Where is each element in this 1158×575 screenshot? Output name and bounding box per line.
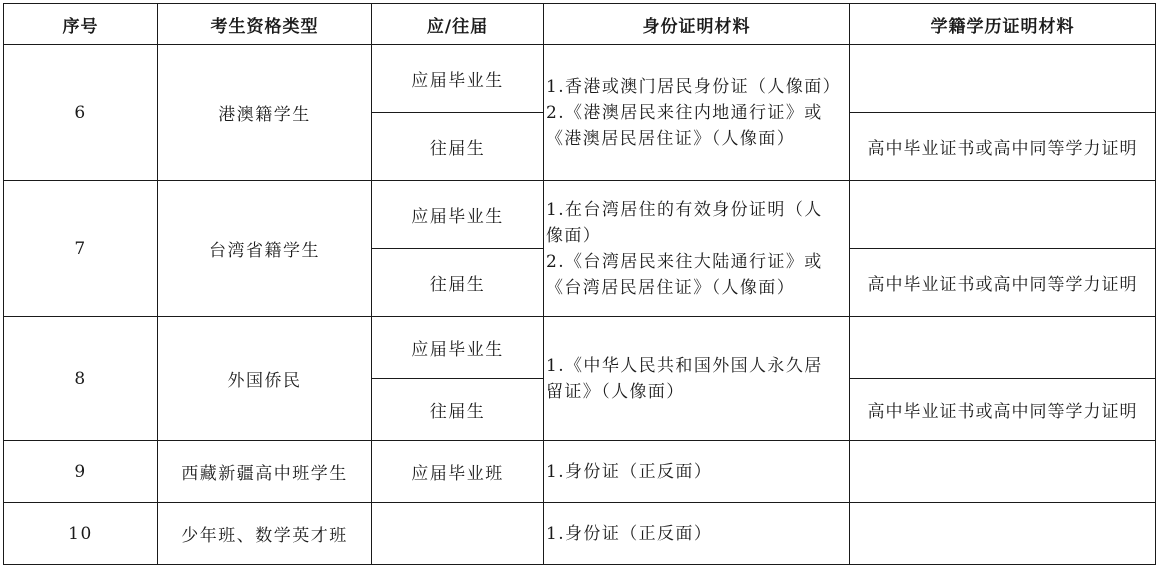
row-education-materials: 高中毕业证书或高中同等学力证明 — [850, 249, 1156, 317]
id-line: 1.在台湾居住的有效身份证明（人 — [546, 199, 823, 220]
row-serial: 9 — [4, 441, 158, 503]
row-id-materials — [544, 503, 850, 565]
table-row — [4, 181, 1156, 249]
id-line: 像面） — [546, 225, 602, 246]
row-candidate-type: 少年班、数学英才班 — [158, 503, 372, 565]
row-candidate-type: 西藏新疆高中班学生 — [158, 441, 372, 503]
table-row — [4, 45, 1156, 113]
header-id-materials: 身份证明材料 — [544, 4, 850, 45]
row-education-materials — [850, 317, 1156, 379]
id-line: 《港澳居民居住证》（人像面） — [546, 128, 796, 149]
materials-table — [3, 3, 1156, 565]
id-line: 留证》（人像面） — [546, 381, 685, 402]
row-status — [372, 503, 544, 565]
id-line: 1.《中华人民共和国外国人永久居 — [546, 355, 823, 376]
row-education-materials: 高中毕业证书或高中同等学力证明 — [850, 379, 1156, 441]
table-row — [4, 503, 1156, 565]
row-status: 应届毕业生 — [372, 317, 544, 379]
id-line: 1.身份证（正反面） — [546, 523, 713, 544]
row-serial: 8 — [4, 317, 158, 441]
row-education-materials — [850, 181, 1156, 249]
row-id-materials — [544, 441, 850, 503]
row-status: 应届毕业班 — [372, 441, 544, 503]
row-serial: 6 — [4, 45, 158, 181]
row-id-materials — [544, 45, 850, 181]
row-status: 往届生 — [372, 249, 544, 317]
row-status: 往届生 — [372, 113, 544, 181]
header-candidate-type: 考生资格类型 — [158, 4, 372, 45]
row-education-materials — [850, 503, 1156, 565]
row-candidate-type: 台湾省籍学生 — [158, 181, 372, 317]
row-education-materials: 高中毕业证书或高中同等学力证明 — [850, 113, 1156, 181]
id-line: 1.身份证（正反面） — [546, 461, 713, 482]
id-line: 《台湾居民居住证》（人像面） — [546, 277, 796, 298]
header-graduate-status: 应/往届 — [372, 4, 544, 45]
id-line: 1.香港或澳门居民身份证（人像面） — [546, 76, 842, 97]
row-status: 往届生 — [372, 379, 544, 441]
id-line: 2.《台湾居民来往大陆通行证》或 — [546, 251, 823, 272]
row-id-materials — [544, 181, 850, 317]
row-status: 应届毕业生 — [372, 45, 544, 113]
row-candidate-type: 港澳籍学生 — [158, 45, 372, 181]
header-row — [4, 4, 1156, 45]
table-row — [4, 441, 1156, 503]
row-id-materials — [544, 317, 850, 441]
row-education-materials — [850, 441, 1156, 503]
header-education-materials: 学籍学历证明材料 — [850, 4, 1156, 45]
row-education-materials — [850, 45, 1156, 113]
id-line: 2.《港澳居民来往内地通行证》或 — [546, 102, 823, 123]
header-serial: 序号 — [4, 4, 158, 45]
row-status: 应届毕业生 — [372, 181, 544, 249]
row-candidate-type: 外国侨民 — [158, 317, 372, 441]
row-serial: 10 — [4, 503, 158, 565]
row-serial: 7 — [4, 181, 158, 317]
table-row — [4, 317, 1156, 379]
